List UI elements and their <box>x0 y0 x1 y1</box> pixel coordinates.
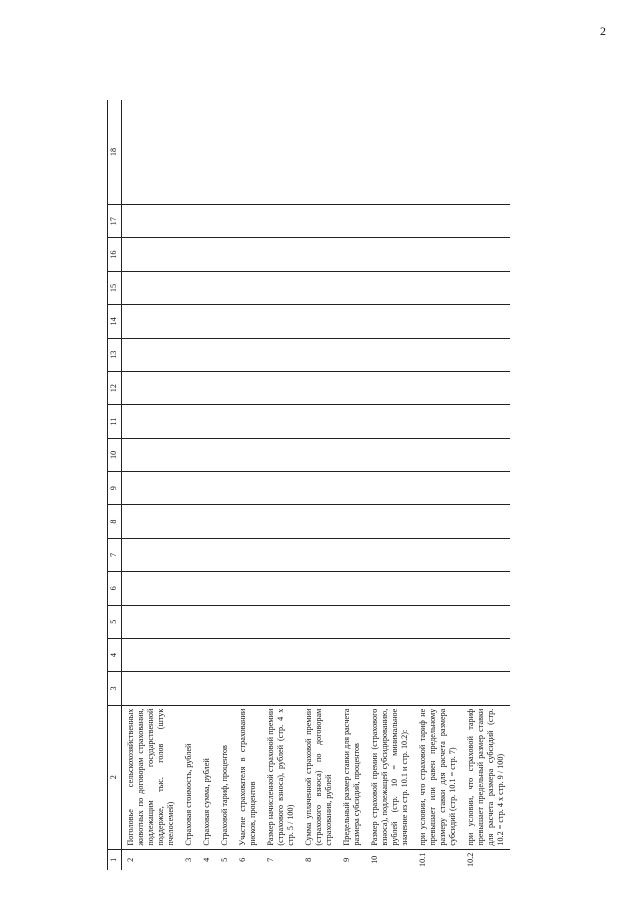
row-label: Участие страхователя в страховании рисков, процентов <box>234 705 262 849</box>
data-cell <box>300 371 338 404</box>
data-cell <box>262 605 300 638</box>
row-number: 10 <box>370 855 379 864</box>
column-number: 16 <box>108 238 122 271</box>
row-label: при условии, что страховой тариф превышает предельный размер ставки для расчета размера субсидий (стр. 10.2 = стр. 4 x стр. 9 / 100) <box>462 705 510 849</box>
data-cell <box>414 305 462 338</box>
data-cell <box>234 371 262 404</box>
data-cell <box>122 538 181 571</box>
data-cell <box>338 638 366 671</box>
data-cell <box>262 472 300 505</box>
data-cell <box>234 672 262 705</box>
data-cell <box>300 572 338 605</box>
data-cell <box>300 405 338 438</box>
data-cell <box>300 472 338 505</box>
data-cell <box>366 572 414 605</box>
data-cell <box>462 205 510 238</box>
table-row <box>300 100 338 870</box>
data-cell <box>366 100 414 205</box>
data-cell <box>462 605 510 638</box>
data-cell <box>180 238 198 271</box>
row-label: Сумма уплаченной страховой премии (страхового взноса) по договорам страхования, рублей <box>300 705 338 849</box>
data-cell <box>198 538 216 571</box>
data-cell <box>338 572 366 605</box>
column-numbers-row <box>108 100 122 870</box>
table-row <box>366 100 414 870</box>
column-number: 5 <box>108 605 122 638</box>
data-cell <box>300 338 338 371</box>
data-cell <box>180 605 198 638</box>
data-cell <box>180 271 198 304</box>
column-number: 10 <box>108 438 122 471</box>
data-cell <box>262 205 300 238</box>
data-cell <box>462 100 510 205</box>
data-cell <box>338 405 366 438</box>
data-cell <box>414 638 462 671</box>
data-cell <box>462 638 510 671</box>
data-cell <box>462 405 510 438</box>
data-cell <box>414 472 462 505</box>
data-cell <box>338 305 366 338</box>
data-cell <box>198 405 216 438</box>
data-cell <box>216 305 234 338</box>
row-label: Предельный размер ставки для расчета размера субсидий, процентов <box>338 705 366 849</box>
data-cell <box>216 605 234 638</box>
data-cell <box>180 338 198 371</box>
data-cell <box>366 271 414 304</box>
data-cell <box>462 305 510 338</box>
data-cell <box>300 205 338 238</box>
data-cell <box>234 238 262 271</box>
data-cell <box>180 205 198 238</box>
row-number: 10.1 <box>418 852 427 867</box>
data-cell <box>216 405 234 438</box>
row-number: 10.2 <box>466 852 475 867</box>
data-cell <box>122 271 181 304</box>
data-cell <box>300 538 338 571</box>
data-cell <box>414 371 462 404</box>
data-cell <box>122 438 181 471</box>
data-cell <box>198 371 216 404</box>
data-cell <box>300 605 338 638</box>
data-cell <box>366 238 414 271</box>
data-cell <box>338 338 366 371</box>
subsidy-form-table <box>107 100 510 870</box>
data-cell <box>180 672 198 705</box>
data-cell <box>234 605 262 638</box>
data-cell <box>180 371 198 404</box>
data-cell <box>462 238 510 271</box>
data-cell <box>262 438 300 471</box>
row-number: 7 <box>266 857 275 862</box>
data-cell <box>366 505 414 538</box>
data-cell <box>198 338 216 371</box>
data-cell <box>180 100 198 205</box>
row-number: 3 <box>184 857 193 862</box>
row-label: Страховой тариф, процентов <box>216 705 234 849</box>
data-cell <box>198 271 216 304</box>
row-label: Поголовье сельскохозяйственных животных по договорам страхования, подлежащим государственной поддержке, тыс. голов (штук пчелосемей) <box>122 705 181 849</box>
column-number: 3 <box>108 672 122 705</box>
data-cell <box>462 371 510 404</box>
data-cell <box>122 638 181 671</box>
data-cell <box>180 638 198 671</box>
data-cell <box>216 100 234 205</box>
table-row <box>234 100 262 870</box>
column-number: 12 <box>108 371 122 404</box>
data-cell <box>122 472 181 505</box>
data-cell <box>216 238 234 271</box>
page-number: 2 <box>600 24 606 38</box>
column-number: 17 <box>108 205 122 238</box>
data-cell <box>262 672 300 705</box>
data-cell <box>122 205 181 238</box>
data-cell <box>122 305 181 338</box>
data-cell <box>234 338 262 371</box>
row-label: Размер страховой премии (страхового взноса), подлежащей субсидированию, рублей (стр. 10 = минимальное значение из стр. 10.1 и стр. 10.2): <box>366 705 414 849</box>
data-cell <box>338 238 366 271</box>
data-cell <box>338 205 366 238</box>
data-cell <box>122 338 181 371</box>
data-cell <box>198 572 216 605</box>
data-cell <box>300 305 338 338</box>
data-cell <box>198 205 216 238</box>
row-label: Размер начисленной страховой премии (страхового взноса), рублей (стр. 4 x стр. 5 / 100) <box>262 705 300 849</box>
data-cell <box>414 538 462 571</box>
data-cell <box>234 472 262 505</box>
data-cell <box>366 371 414 404</box>
data-cell <box>234 271 262 304</box>
data-cell <box>180 538 198 571</box>
data-cell <box>414 238 462 271</box>
data-cell <box>262 505 300 538</box>
row-number: 4 <box>202 857 211 862</box>
data-cell <box>262 100 300 205</box>
data-cell <box>216 338 234 371</box>
data-cell <box>216 205 234 238</box>
data-cell <box>414 271 462 304</box>
data-cell <box>234 438 262 471</box>
row-number: 2 <box>126 857 135 862</box>
data-cell <box>338 371 366 404</box>
data-cell <box>122 572 181 605</box>
row-number: 8 <box>304 857 313 862</box>
table-row <box>198 100 216 870</box>
column-number: 9 <box>108 472 122 505</box>
data-cell <box>198 605 216 638</box>
data-cell <box>462 538 510 571</box>
column-number: 2 <box>108 705 122 849</box>
data-cell <box>234 100 262 205</box>
data-cell <box>300 672 338 705</box>
table-row <box>414 100 462 870</box>
data-cell <box>462 505 510 538</box>
row-label: Страховая сумма, рублей <box>198 705 216 849</box>
data-cell <box>198 238 216 271</box>
data-cell <box>234 305 262 338</box>
column-number: 13 <box>108 338 122 371</box>
data-cell <box>198 438 216 471</box>
data-cell <box>234 572 262 605</box>
data-cell <box>216 271 234 304</box>
data-cell <box>300 638 338 671</box>
data-cell <box>414 338 462 371</box>
column-number: 4 <box>108 638 122 671</box>
data-cell <box>414 205 462 238</box>
column-number: 1 <box>108 849 122 870</box>
data-cell <box>366 638 414 671</box>
data-cell <box>216 638 234 671</box>
data-cell <box>262 538 300 571</box>
data-cell <box>262 338 300 371</box>
data-cell <box>216 472 234 505</box>
data-cell <box>414 100 462 205</box>
data-cell <box>338 605 366 638</box>
data-cell <box>122 505 181 538</box>
column-number: 15 <box>108 271 122 304</box>
data-cell <box>262 638 300 671</box>
data-cell <box>262 572 300 605</box>
data-cell <box>198 472 216 505</box>
data-cell <box>338 271 366 304</box>
data-cell <box>262 305 300 338</box>
data-cell <box>300 100 338 205</box>
column-number: 11 <box>108 405 122 438</box>
table-row <box>338 100 366 870</box>
data-cell <box>216 672 234 705</box>
data-cell <box>338 505 366 538</box>
row-number: 6 <box>238 857 247 862</box>
data-cell <box>122 100 181 205</box>
data-cell <box>338 100 366 205</box>
data-cell <box>366 205 414 238</box>
data-cell <box>262 271 300 304</box>
row-label: при условии, что страховой тариф не превышает или равен предельному размеру ставки для расчета размера субсидий (стр. 10.1 = стр. 7) <box>414 705 462 849</box>
row-number: 5 <box>220 857 229 862</box>
data-cell <box>180 572 198 605</box>
data-cell <box>198 100 216 205</box>
data-cell <box>366 538 414 571</box>
data-cell <box>122 371 181 404</box>
column-number: 14 <box>108 305 122 338</box>
data-cell <box>216 505 234 538</box>
column-number: 6 <box>108 572 122 605</box>
data-cell <box>338 438 366 471</box>
table-row <box>262 100 300 870</box>
data-cell <box>338 672 366 705</box>
data-cell <box>462 472 510 505</box>
data-cell <box>300 271 338 304</box>
data-cell <box>366 472 414 505</box>
data-cell <box>414 438 462 471</box>
data-cell <box>414 672 462 705</box>
data-cell <box>262 371 300 404</box>
data-cell <box>262 238 300 271</box>
data-cell <box>122 605 181 638</box>
data-cell <box>234 538 262 571</box>
data-cell <box>180 472 198 505</box>
data-cell <box>414 605 462 638</box>
data-cell <box>366 438 414 471</box>
data-cell <box>122 238 181 271</box>
data-cell <box>462 572 510 605</box>
data-cell <box>338 538 366 571</box>
column-number: 7 <box>108 538 122 571</box>
data-cell <box>462 338 510 371</box>
data-cell <box>216 438 234 471</box>
data-cell <box>234 505 262 538</box>
data-cell <box>262 405 300 438</box>
data-cell <box>198 672 216 705</box>
data-cell <box>216 538 234 571</box>
data-cell <box>300 505 338 538</box>
column-number: 8 <box>108 505 122 538</box>
data-cell <box>216 371 234 404</box>
data-cell <box>366 672 414 705</box>
table-row <box>180 100 198 870</box>
data-cell <box>414 405 462 438</box>
data-cell <box>462 438 510 471</box>
data-cell <box>414 505 462 538</box>
table-row <box>216 100 234 870</box>
data-cell <box>180 405 198 438</box>
data-cell <box>366 605 414 638</box>
data-cell <box>462 271 510 304</box>
data-cell <box>462 672 510 705</box>
table-row <box>122 100 181 870</box>
data-cell <box>198 505 216 538</box>
data-cell <box>122 405 181 438</box>
data-cell <box>300 438 338 471</box>
data-cell <box>180 505 198 538</box>
data-cell <box>414 572 462 605</box>
data-cell <box>366 405 414 438</box>
data-cell <box>180 305 198 338</box>
data-cell <box>366 305 414 338</box>
data-cell <box>338 472 366 505</box>
data-cell <box>300 238 338 271</box>
column-number: 18 <box>108 100 122 205</box>
data-cell <box>180 438 198 471</box>
data-cell <box>198 638 216 671</box>
table-row <box>462 100 510 870</box>
data-cell <box>234 405 262 438</box>
data-cell <box>216 572 234 605</box>
data-cell <box>366 338 414 371</box>
row-number: 9 <box>342 857 351 862</box>
data-cell <box>122 672 181 705</box>
data-cell <box>198 305 216 338</box>
row-label: Страховая стоимость, рублей <box>180 705 198 849</box>
rotated-form-table <box>107 100 640 870</box>
data-cell <box>234 205 262 238</box>
data-cell <box>234 638 262 671</box>
